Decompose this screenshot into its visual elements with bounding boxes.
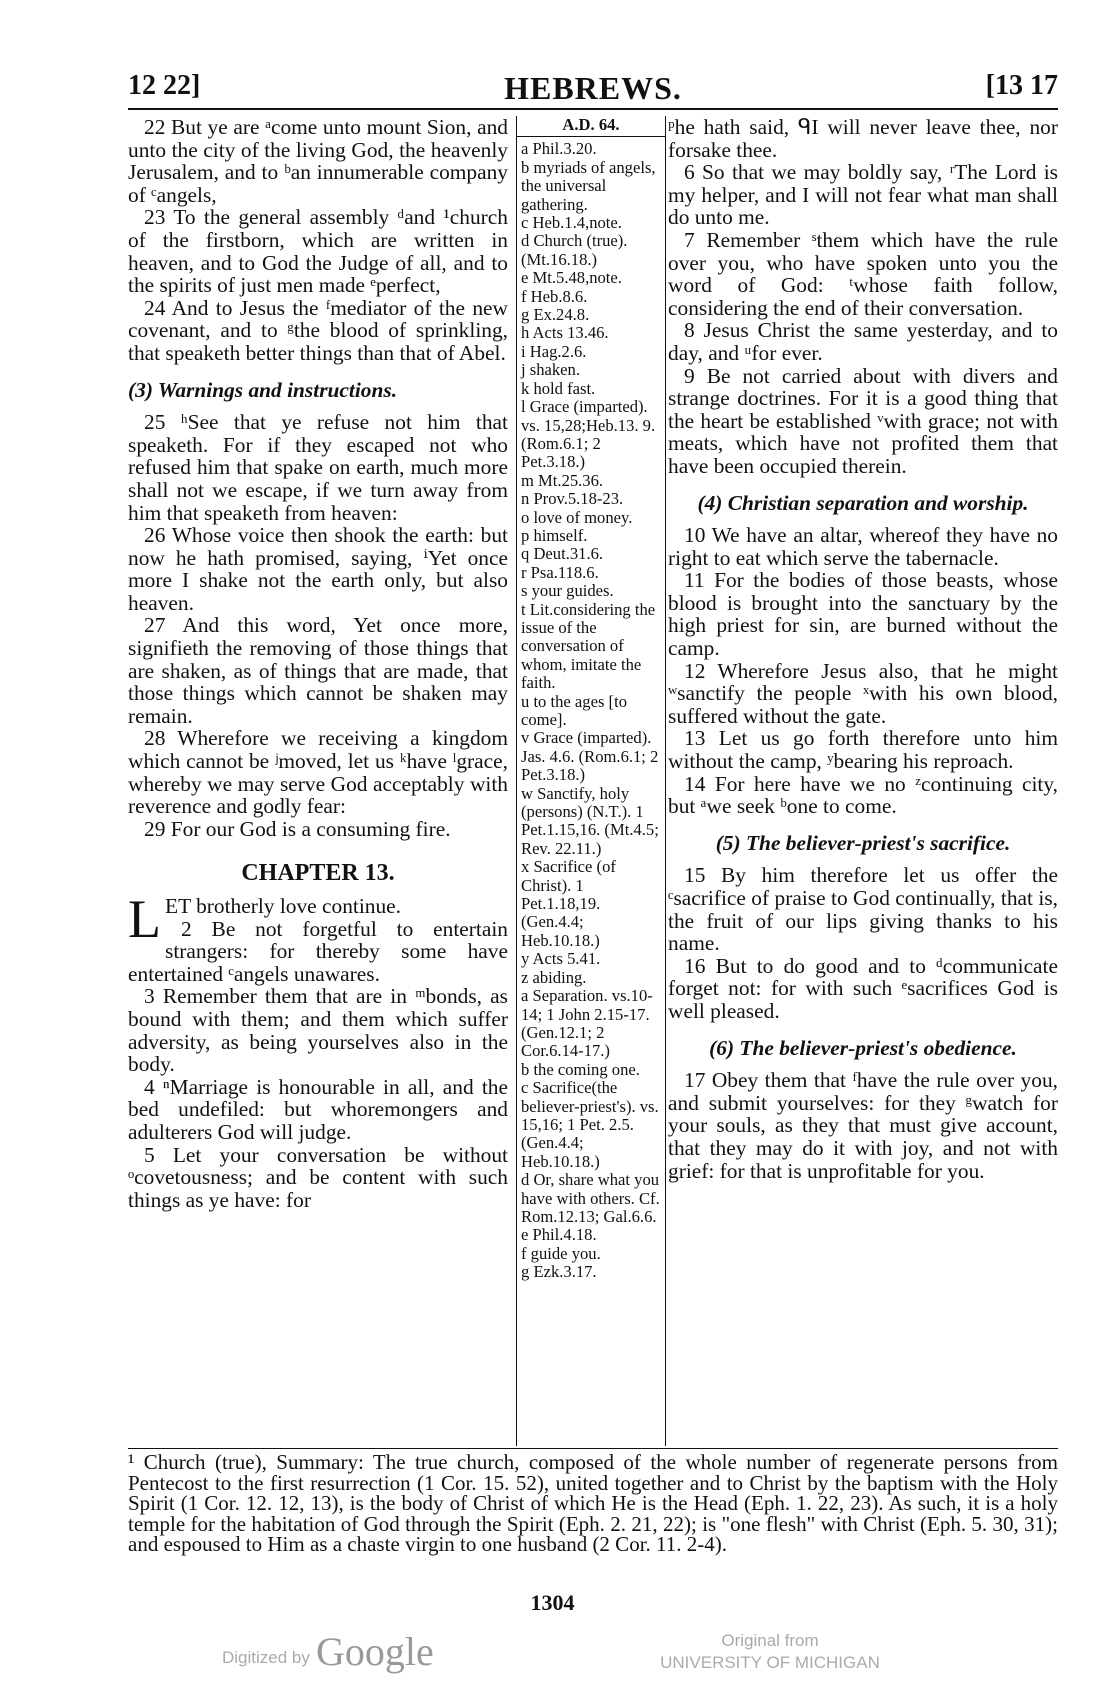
reference-note: o love of money.: [521, 507, 633, 527]
verse-paragraph: 4 ⁿMarriage is honourable in all, and the bed undefiled: but whoremongers and adulterers God will judge.: [128, 1074, 508, 1144]
original-from-line: Original from: [721, 1631, 819, 1650]
left-column: [128, 116, 508, 1211]
reference-column: [516, 116, 666, 1446]
reference-note: i Hag.2.6.: [521, 341, 587, 361]
section-heading: (3) Warnings and instructions.: [128, 377, 398, 402]
verse-paragraph: 8 Jesus Christ the same yesterday, and to day, and ᵘfor ever.: [668, 318, 1058, 365]
reference-note: w Sanctify, holy (persons) (N.T.). 1 Pet.1.15,16. (Mt.4.5; Rev. 22.11.): [521, 783, 659, 858]
reference-note: j shaken.: [521, 360, 580, 380]
reference-list: [521, 140, 663, 1281]
reference-note: a Separation. vs.10-14; 1 John 2.15-17. (Gen.12.1; 2 Cor.6.14-17.): [521, 986, 653, 1061]
reference-note: u to the ages [to come].: [521, 691, 627, 729]
verse-paragraph: 5 Let your conversation be without ᵒcovetousness; and be content with such things as ye have: for: [128, 1142, 508, 1212]
reference-note: q Deut.31.6.: [521, 544, 604, 564]
verse-paragraph: 24 And to Jesus the ᶠmediator of the new covenant, and to ᵍthe blood of sprinkling, that speaketh better things than that of Abel.: [128, 295, 508, 365]
original-from-label: [660, 1630, 880, 1674]
reference-note: k hold fast.: [521, 378, 596, 398]
reference-note: g Ezk.3.17.: [521, 1262, 597, 1282]
reference-note: b myriads of angels, the universal gathering.: [521, 157, 656, 214]
section-heading: (5) The believer-priest's sacrifice.: [715, 830, 1011, 855]
reference-note: z abiding.: [521, 967, 587, 987]
right-column: [668, 116, 1058, 1182]
reference-note: b the coming one.: [521, 1059, 640, 1079]
verse-paragraph: 17 Obey them that ᶠhave the rule over you, and submit yourselves: for they ᵍwatch for your souls, as they that must give account, that they may do it with joy, and not with grief: for that is unprofitable for you.: [668, 1068, 1058, 1183]
reference-note: c Sacrifice(the believer-priest's). vs. 15,16; 1 Pet. 2.5. (Gen.4.4; Heb.10.18.): [521, 1078, 659, 1171]
verse-paragraph: 6 So that we may boldly say, ʳThe Lord is my helper, and I will not fear what man shall do unto me.: [668, 160, 1058, 230]
verse-paragraph: 7 Remember ˢthem which have the rule over you, who have spoken unto you the word of God: ᵗwhose faith follow, considering the end of their conversation.: [668, 227, 1058, 320]
reference-note: t Lit.considering the issue of the conversation of whom, imitate the faith.: [521, 599, 656, 693]
reference-note: f Heb.8.6.: [521, 286, 588, 306]
reference-note: r Psa.118.6.: [521, 562, 599, 582]
verse-paragraph: 3 Remember them that are in ᵐbonds, as bound with them; and them which suffer adversity, as being yourselves also in the body.: [128, 984, 508, 1077]
reference-note: x Sacrifice (of Christ). 1 Pet.1.18,19. (Gen.4.4; Heb.10.18.): [521, 857, 616, 950]
verse-paragraph: 23 To the general assembly ᵈand ¹church of the firstborn, which are written in heaven, and to God the Judge of all, and to the spirits of just men made ᵉperfect,: [128, 205, 508, 298]
google-logo: Google: [316, 1629, 434, 1674]
reference-note: g Ex.24.8.: [521, 305, 590, 325]
verse-paragraph: 10 We have an altar, whereof they have no right to eat which serve the tabernacle.: [668, 523, 1058, 570]
verse-paragraph: 16 But to do good and to ᵈcommunicate forget not: for with such ᵉsacrifices God is well pleased.: [668, 953, 1058, 1023]
reference-note: n Prov.5.18-23.: [521, 489, 624, 509]
verse-paragraph: 2 Be not forgetful to entertain strangers: for thereby some have entertained ᶜangels unawares.: [128, 916, 508, 986]
university-line: UNIVERSITY OF MICHIGAN: [660, 1653, 880, 1672]
reference-note: d Church (true). (Mt.16.18.): [521, 231, 628, 269]
verse-paragraph: 28 Wherefore we receiving a kingdom which cannot be ʲmoved, let us ᵏhave ˡgrace, whereby we may serve God acceptably with reverence and godly fear:: [128, 726, 508, 819]
reference-date: A.D. 64.: [517, 116, 665, 137]
header-verse-right: [13 17: [985, 70, 1058, 101]
header-book-title: HEBREWS.: [504, 70, 682, 106]
reference-note: s your guides.: [521, 581, 614, 601]
digitized-by-label: Digitized by: [222, 1648, 310, 1667]
chapter-heading: CHAPTER 13.: [241, 860, 395, 887]
verse-paragraph: 9 Be not carried about with divers and strange doctrines. For it is a good thing that the heart be established ᵛwith grace; not with meats, which have not profited them that have been occupied therein.: [668, 363, 1058, 478]
verse-paragraph: 26 Whose voice then shook the earth: but now he hath promised, saying, ⁱYet once more I shake not the earth only, but also heaven.: [128, 523, 508, 615]
drop-cap: L: [128, 889, 161, 949]
reference-note: e Phil.4.18.: [521, 1225, 597, 1245]
verse-paragraph: 11 For the bodies of those beasts, whose blood is brought into the sanctuary by the high priest for sin, are burned without the camp.: [668, 568, 1058, 661]
reference-note: d Or, share what you have with others. Cf. Rom.12.13; Gal.6.6.: [521, 1170, 660, 1226]
header-verse-left: 12 22]: [128, 70, 201, 101]
verse-paragraph: 22 But ye are ᵃcome unto mount Sion, and unto the city of the living God, the heavenly Jerusalem, and to ᵇan innumerable company of ᶜangels,: [128, 115, 508, 207]
verse-paragraph: 25 ʰSee that ye refuse not him that speaketh. For if they escaped not who refused him that spake on earth, much more shall not we escape, if we turn away from him that speaketh from heaven:: [128, 410, 508, 525]
reference-note: c Heb.1.4,note.: [521, 213, 622, 233]
reference-note: a Phil.3.20.: [521, 139, 597, 159]
reference-note: h Acts 13.46.: [521, 323, 609, 343]
verse-paragraph: 12 Wherefore Jesus also, that he might ʷsanctify the people ˣwith his own blood, suffered without the gate.: [668, 658, 1058, 728]
verse-paragraph: 29 For our God is a consuming fire.: [144, 816, 451, 841]
footnote: ¹ Church (true), Summary: The true church, composed of the whole number of regenerate persons from Pentecost to the first resurrection (1 Cor. 15. 52), united together and to Christ by the baptism with the Holy Spirit (1 Cor. 12. 12, 13), is the body of Christ of which He is the Head (Eph. 1. 22, 23). As such, it is a holy temple for the habitation of God through the Spirit (Eph. 2. 21, 22); is "one flesh" with Christ (Eph. 5. 30, 31); and espoused to Him as a chaste virgin to one husband (2 Cor. 11. 2-4).: [128, 1450, 1058, 1556]
reference-note: v Grace (imparted). Jas. 4.6. (Rom.6.1; 2 Pet.3.18.): [521, 728, 659, 785]
reference-note: f guide you.: [521, 1243, 601, 1263]
page-header: [128, 70, 1058, 110]
verse-paragraph: 13 Let us go forth therefore unto him without the camp, ʸbearing his reproach.: [668, 726, 1058, 774]
verse-paragraph: 14 For here have we no ᶻcontinuing city, but ᵃwe seek ᵇone to come.: [668, 771, 1058, 819]
first-verse-text: ET brotherly love continue.: [165, 894, 402, 918]
verse-paragraph: ᵖhe hath said, ᑫI will never leave thee, nor forsake thee.: [668, 115, 1058, 162]
section-heading: (4) Christian separation and worship.: [697, 490, 1029, 515]
verse-paragraph: 27 And this word, Yet once more, signifieth the removing of those things that are shaken, as of things that are made, that those things which cannot be shaken may remain.: [128, 613, 508, 728]
reference-note: p himself.: [521, 525, 588, 545]
page-number: 1304: [530, 1590, 575, 1615]
chapter-first-verse: [128, 889, 508, 949]
reference-note: e Mt.5.48,note.: [521, 268, 622, 288]
reference-note: m Mt.25.36.: [521, 470, 604, 490]
reference-note: y Acts 5.41.: [521, 949, 601, 969]
verse-paragraph: 15 By him therefore let us offer the ᶜsacrifice of praise to God continually, that is, the fruit of our lips giving thanks to his name.: [668, 863, 1058, 956]
section-heading: (6) The believer-priest's obedience.: [709, 1035, 1017, 1060]
reference-note: l Grace (imparted). vs. 15,28;Heb.13. 9. (Rom.6.1; 2 Pet.3.18.): [521, 397, 656, 472]
